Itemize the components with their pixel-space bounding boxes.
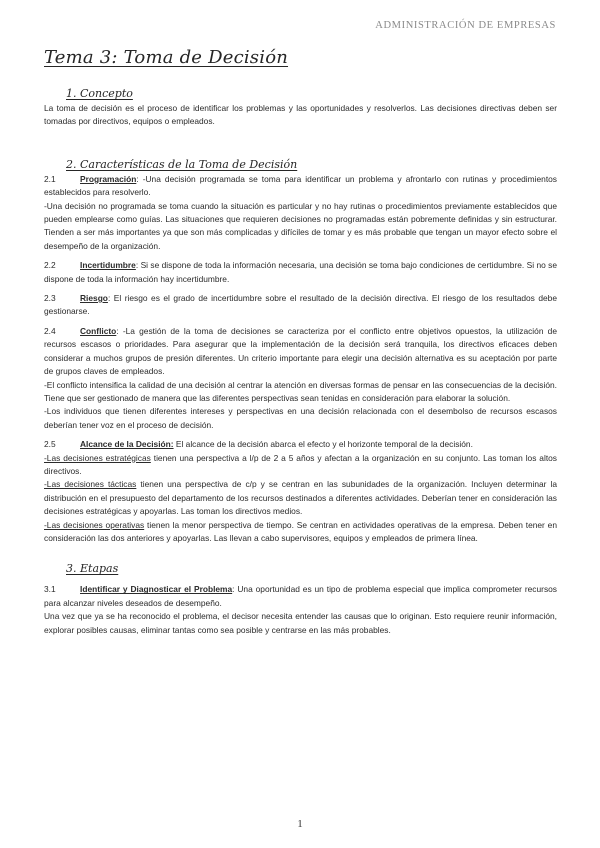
subsection-term: Riesgo [80,293,108,304]
conflicto-paragraph [44,325,557,379]
subsection-term: Incertidumbre [80,260,136,271]
subsection-text: : El riesgo es el grado de incertidumbre sobre el resultado de la decisión directiva. El riesgo de los resultados debe gestionarse. [44,293,557,317]
subsection-text: : -La gestión de la toma de decisiones se caracteriza por el conflicto entre objetivos opuestos, la utilización de recursos escasos o prioridades. Para asegurar que la implementación de la decisión será tranquila, los directivos eficaces deben considerar a muchos grupos de presión diferentes. Un criterio importante para elegir una decisión alternativa es su aceptación por parte de grupos claves de empleados. [44,325,557,377]
section-heading-caracteristicas: 2. Características de la Toma de Decisión [66,157,298,171]
subsection-text: : -Una decisión programada se toma para identificar un problema y afrontarlo con rutinas y procedimientos establecidos para resolverlo. [44,173,557,198]
conflicto-paragraph-3: -Los individuos que tienen diferentes intereses y perspectivas en una decisión relacionada con el desembolso de recursos escasos deberían tener voz en el proceso de decisión. [44,406,557,430]
subsection-term: Alcance de la Decisión: [80,439,174,450]
document-body [44,86,557,637]
section-heading-etapas: 3. Etapas [66,562,119,576]
concepto-paragraph: La toma de decisión es el proceso de identificar los problemas y las oportunidades y resolverlos. Las decisiones directivas deben ser tomadas por directivos, equipos o empleados. [44,103,557,127]
identificar-paragraph-2: Una vez que ya se ha reconocido el problema, el decisor necesita entender las causas que lo originan. Esto requiere reunir información, explorar posibles causas, eliminar tantas como sea posible y centrarse en las más probables. [44,611,557,635]
programacion-paragraph [44,173,557,200]
subsection-term: Programación [80,173,137,184]
subsection-text: : Si se dispone de toda la información necesaria, una decisión se toma bajo condiciones de certidumbre. Si no se dispone de toda la información hay incertidumbre. [44,260,557,284]
decisiones-estrategicas-paragraph [44,452,557,479]
page-number: 1 [297,818,303,830]
tacticas-term: -Las decisiones tácticas [44,479,137,490]
operativas-text: tienen la menor perspectiva de tiempo. Se centran en actividades operativas de la empresa. Deben tener en consideración las dos anteriores y apoyarlas. Las llevan a cabo supervisores, equipos y empleados de primera línea. [44,519,557,543]
estrategicas-text: tienen una perspectiva a l/p de 2 a 5 años y afectan a la organización en su conjunto. Las toman los altos directivos. [44,452,557,476]
decisiones-operativas-paragraph [44,519,557,546]
subsection-number: 2.5 [44,439,56,450]
subsection-number: 2.2 [44,260,56,271]
tacticas-text: tienen una perspectiva de c/p y se centran en las subunidades de la organización. Incluyen determinar la distribución en el presupuesto del departamento de los recursos destinados a diferentes actividades. Deberían tener en consideración las decisiones estratégicas y apoyarlas. Las toman los directivos medios. [44,479,557,517]
subsection-number: 2.4 [44,325,56,336]
programacion-paragraph-2: -Una decisión no programada se toma cuando la situación es particular y no hay rutinas o procedimientos previamente establecidos que pueden emplearse como guías. Las situaciones que requieren decisiones no programadas están pobremente definidas y sin estructurar. Tienden a ser más importantes ya que son más complicadas y difíciles de tomar y es más probable que tengan un mayor efecto sobre el desempeño de la organización. [44,200,557,251]
subsection-text: El alcance de la decisión abarca el efecto y el horizonte temporal de la decisión. [173,439,473,450]
subsection-term: Identificar y Diagnosticar el Problema [80,584,233,595]
subsection-number: 2.3 [44,293,56,304]
conflicto-paragraph-2: -El conflicto intensifica la calidad de una decisión al centrar la atención en diversas formas de pensar en las consecuencias de la decisión. Tiene que ser gestionado de manera que las diferentes perspectivas sean tenidas en consideración para elaborar la solución. [44,379,557,403]
decisiones-tacticas-paragraph [44,478,557,518]
section-heading-concepto: 1. Concepto [66,87,133,100]
operativas-term: -Las decisiones operativas [44,519,145,530]
subsection-text: : Una oportunidad es un tipo de problema especial que implica comprometer recursos para alcanzar niveles deseados de desempeño. [44,584,557,608]
estrategicas-term: -Las decisiones estratégicas [44,452,151,463]
page-title: Tema 3: Toma de Decisión [44,47,289,68]
subsection-number: 2.1 [44,173,56,184]
identificar-paragraph [44,583,557,610]
alcance-paragraph [44,438,557,451]
riesgo-paragraph [44,292,557,319]
subsection-term: Conflicto [80,325,117,336]
incertidumbre-paragraph [44,259,557,286]
running-header: ADMINISTRACIÓN DE EMPRESAS [375,20,556,31]
subsection-number: 3.1 [44,584,56,595]
